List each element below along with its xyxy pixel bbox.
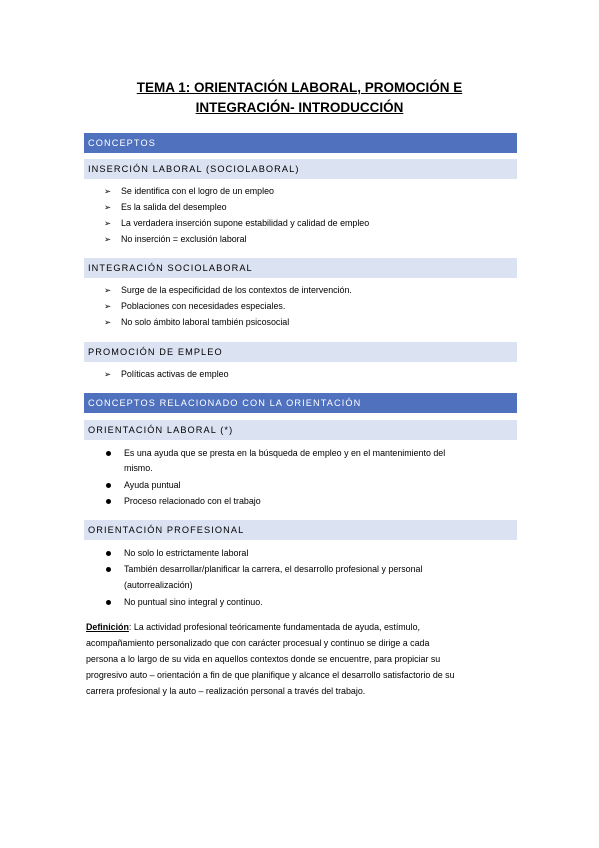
arrow-bullet-icon: ➢ xyxy=(104,369,112,379)
subsection-header-orientacion-profesional: ORIENTACIÓN PROFESIONAL xyxy=(84,520,517,540)
bullet-dot-icon xyxy=(106,451,111,456)
list-item-continuation: (autorrealización) xyxy=(124,580,193,590)
arrow-bullet-icon: ➢ xyxy=(104,301,112,311)
arrow-bullet-icon: ➢ xyxy=(104,317,112,327)
definition-paragraph xyxy=(86,619,516,699)
arrow-bullet-icon: ➢ xyxy=(104,285,112,295)
bullet-dot-icon xyxy=(106,499,111,504)
list-item: No puntual sino integral y continuo. xyxy=(124,597,263,607)
list-item: Es la salida del desempleo xyxy=(121,202,227,212)
list-item: Poblaciones con necesidades especiales. xyxy=(121,301,286,311)
section-header-conceptos-relacionados: CONCEPTOS RELACIONADO CON LA ORIENTACIÓN xyxy=(84,393,517,413)
subsection-header-integracion: INTEGRACIÓN SOCIOLABORAL xyxy=(84,258,517,278)
list-item: No inserción = exclusión laboral xyxy=(121,234,247,244)
definition-line-1 xyxy=(86,619,516,635)
section-header-conceptos: CONCEPTOS xyxy=(84,133,517,153)
document-title-line-1: TEMA 1: ORIENTACIÓN LABORAL, PROMOCIÓN E xyxy=(136,80,463,95)
list-item-continuation: mismo. xyxy=(124,463,153,473)
arrow-bullet-icon: ➢ xyxy=(104,186,112,196)
subsection-header-insercion: INSERCIÓN LABORAL (SOCIOLABORAL) xyxy=(84,159,517,179)
list-item: Políticas activas de empleo xyxy=(121,369,229,379)
definition-line-5: carrera profesional y la auto – realización personal a través del trabajo. xyxy=(86,686,366,696)
list-item: Surge de la especificidad de los contextos de intervención. xyxy=(121,285,352,295)
bullet-dot-icon xyxy=(106,551,111,556)
definition-line-2: acompañamiento personalizado que con carácter procesual y continuo se dirige a cada xyxy=(86,638,430,648)
list-item: La verdadera inserción supone estabilidad y calidad de empleo xyxy=(121,218,370,228)
definition-line-4: progresivo auto – orientación a fin de que planifique y alcance el desarrollo satisfactorio de su xyxy=(86,670,455,680)
document-title-line-2: INTEGRACIÓN- INTRODUCCIÓN xyxy=(195,100,404,115)
list-item: No solo lo estrictamente laboral xyxy=(124,548,249,558)
bullet-dot-icon xyxy=(106,600,111,605)
definition-text: : La actividad profesional teóricamente fundamentada de ayuda, estímulo, xyxy=(128,622,420,632)
list-item: Es una ayuda que se presta en la búsqueda de empleo y en el mantenimiento del xyxy=(124,448,446,458)
subsection-header-orientacion-laboral: ORIENTACIÓN LABORAL (*) xyxy=(84,420,517,440)
subsection-header-promocion: PROMOCIÓN DE EMPLEO xyxy=(84,342,517,362)
bullet-dot-icon xyxy=(106,483,111,488)
list-item: No solo ámbito laboral también psicosocial xyxy=(121,317,290,327)
list-item: También desarrollar/planificar la carrera, el desarrollo profesional y personal xyxy=(124,564,423,574)
list-item: Se identifica con el logro de un empleo xyxy=(121,186,274,196)
list-item: Proceso relacionado con el trabajo xyxy=(124,496,261,506)
bullet-dot-icon xyxy=(106,567,111,572)
list-item: Ayuda puntual xyxy=(124,480,181,490)
arrow-bullet-icon: ➢ xyxy=(104,218,112,228)
definition-line-3: persona a lo largo de su vida en aquellos contextos donde se encuentre, para propiciar su xyxy=(86,654,441,664)
definition-label: Definición xyxy=(86,622,129,632)
arrow-bullet-icon: ➢ xyxy=(104,234,112,244)
arrow-bullet-icon: ➢ xyxy=(104,202,112,212)
